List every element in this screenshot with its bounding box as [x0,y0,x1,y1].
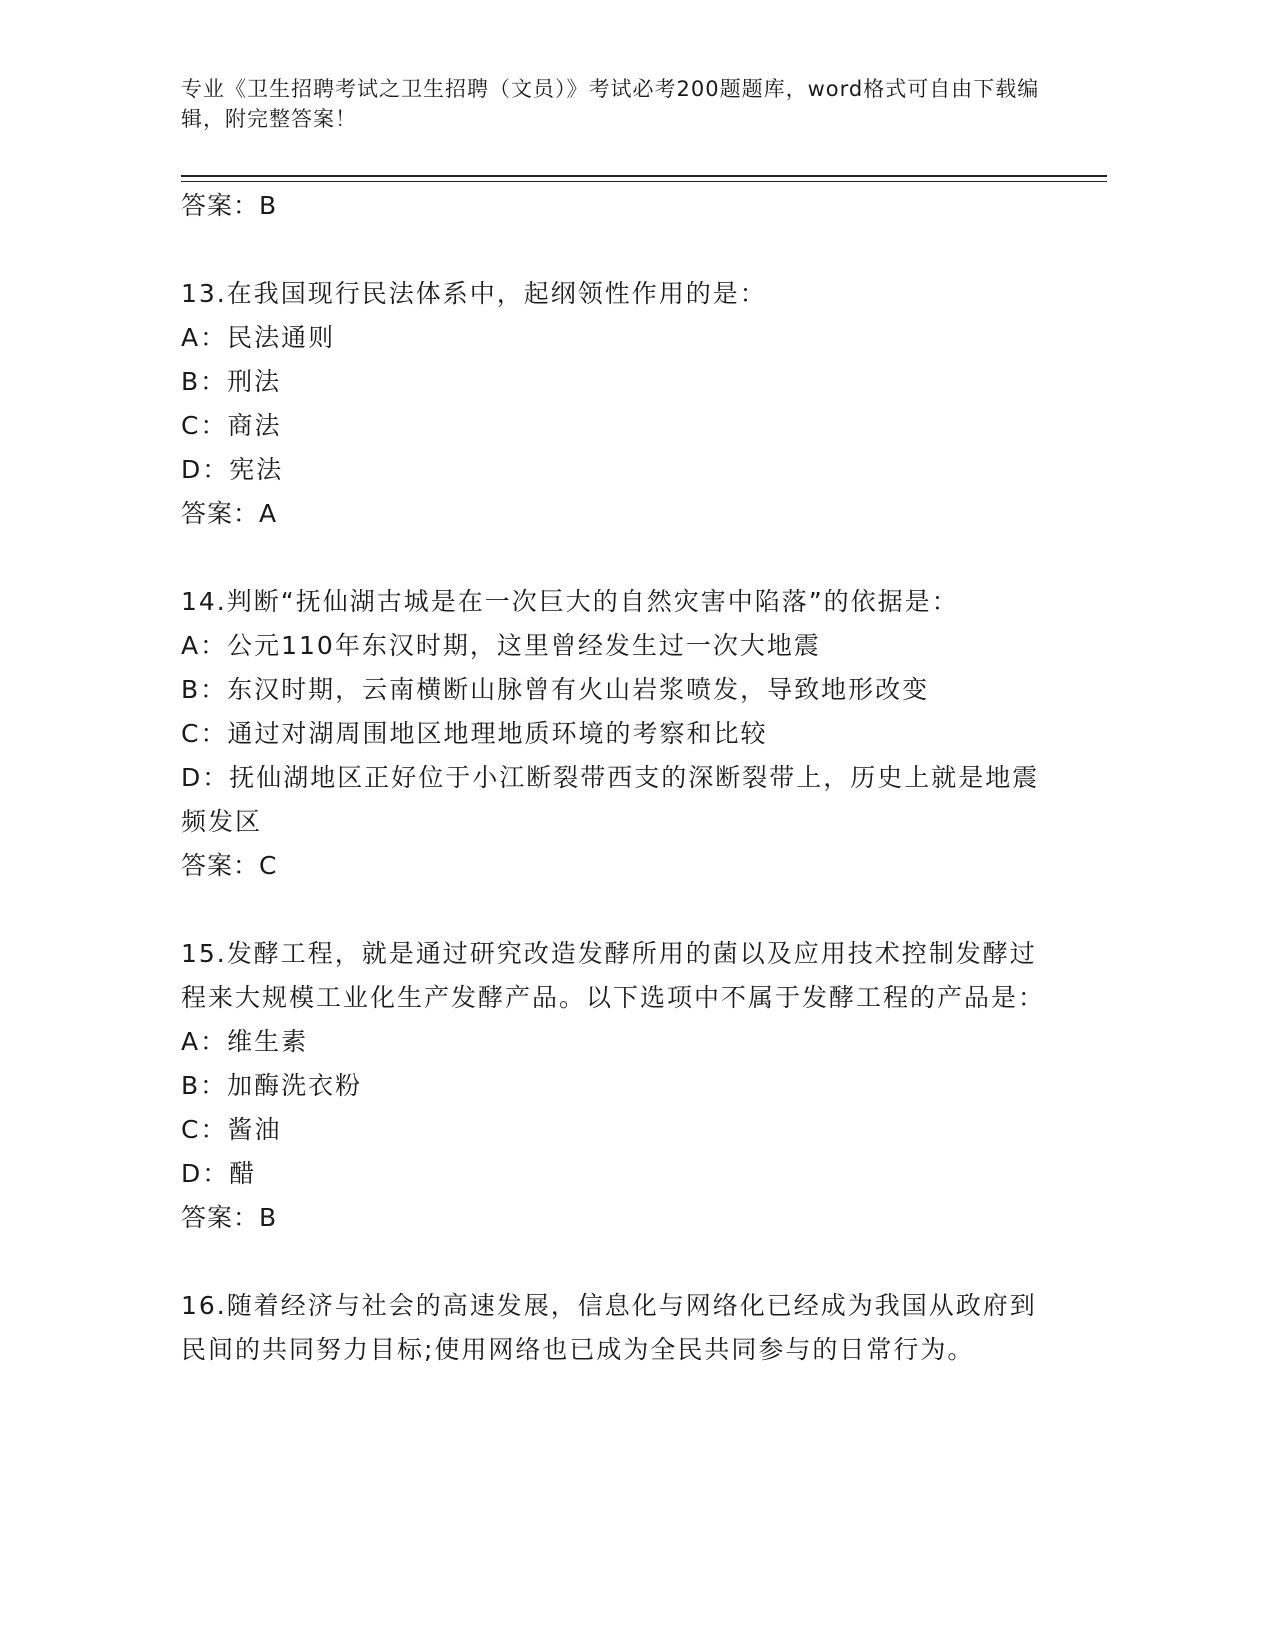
document-header: 专业《卫生招聘考试之卫生招聘（文员）》考试必考200题题库，word格式可自由下载编辑，附完整答案！ [181,77,1040,131]
header-divider-thick [181,175,1107,177]
option-d: D：宪法 [181,455,284,484]
question-stem: 13.在我国现行民法体系中，起纲领性作用的是： [181,279,767,308]
option-a: A：公元110年东汉时期，这里曾经发生过一次大地震 [181,631,821,660]
question-16 [181,1284,1051,1372]
answer-line: 答案：C [181,851,278,880]
question-list [181,184,1051,1372]
question-stem: 15.发酵工程，就是通过研究改造发酵所用的菌以及应用技术控制发酵过程来大规模工业化生产发酵产品。以下选项中不属于发酵工程的产品是： [181,939,1046,1012]
option-a: A：民法通则 [181,323,336,352]
option-d: D：抚仙湖地区正好位于小江断裂带西支的深断裂带上，历史上就是地震频发区 [181,763,1040,836]
option-b: B：加酶洗衣粉 [181,1071,363,1100]
question-stem: 14.判断“抚仙湖古城是在一次巨大的自然灾害中陷落”的依据是： [181,587,959,616]
answer-line: 答案：B [181,1203,278,1232]
question-15 [181,932,1051,1240]
question-13 [181,272,1051,536]
option-d: D：醋 [181,1159,257,1188]
header-divider-thin [181,181,1107,182]
option-c: C：商法 [181,411,282,440]
answer-line: 答案：A [181,499,278,528]
option-b: B：刑法 [181,367,282,396]
answer-line: 答案：B [181,191,278,220]
question-14 [181,580,1051,888]
question-stem: 16.随着经济与社会的高速发展，信息化与网络化已经成为我国从政府到民间的共同努力目标;使用网络也已成为全民共同参与的日常行为。 [181,1291,1037,1364]
option-c: C：通过对湖周围地区地理地质环境的考察和比较 [181,719,768,748]
option-c: C：酱油 [181,1115,282,1144]
option-a: A：维生素 [181,1027,309,1056]
option-b: B：东汉时期，云南横断山脉曾有火山岩浆喷发，导致地形改变 [181,675,930,704]
